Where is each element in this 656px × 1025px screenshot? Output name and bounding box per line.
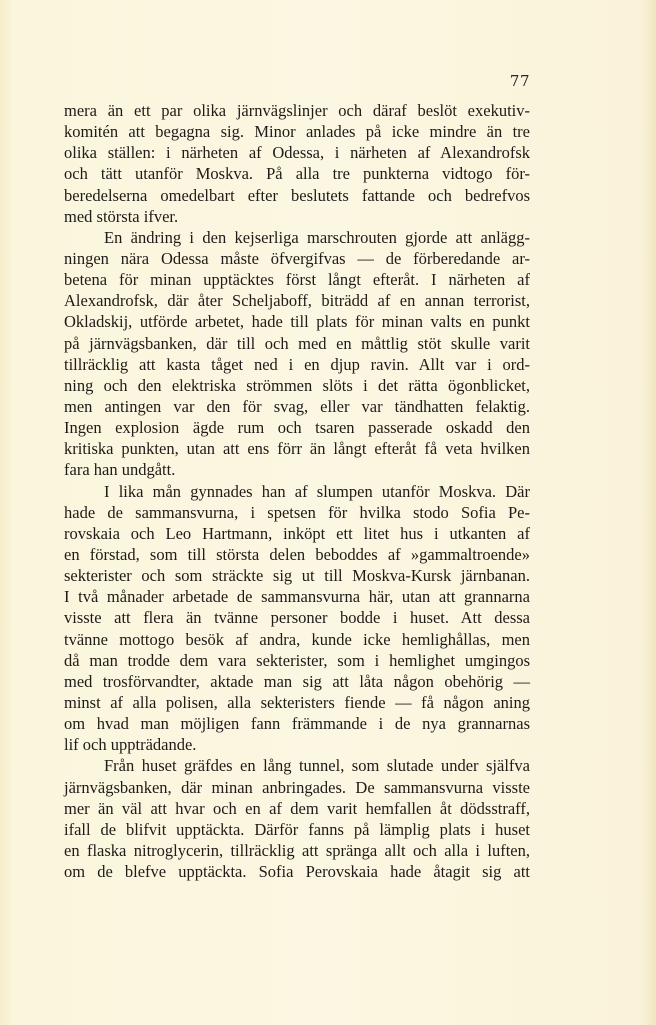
- text-line: Okladskij, utförde arbetet, hade till plats för minan valts en punkt: [64, 312, 530, 332]
- text-line: visste att flera än tvänne personer bodde i huset. Att dessa: [64, 608, 530, 628]
- text-line: med trosförvandter, aktade man sig att låta någon obehörig —: [64, 671, 530, 691]
- text-line: ningen nära Odessa måste öfvergifvas — de förberedande ar-: [64, 248, 530, 268]
- text-line: I lika mån gynnades han af slumpen utanför Moskva. Där: [104, 481, 530, 501]
- text-line: ifall de blifvit upptäckta. Därför fanns på lämplig plats i huset: [64, 819, 530, 839]
- text-line: en förstad, som till största delen beboddes af »gammaltroende»: [64, 544, 530, 564]
- page-number: 77: [509, 72, 530, 90]
- text-line: rovskaia och Leo Hartmann, inköpt ett litet hus i utkanten af: [64, 523, 530, 543]
- text-line: fara han undgått.: [64, 460, 176, 480]
- body-text: [64, 100, 530, 882]
- text-line: Ingen explosion ägde rum och tsaren passerade oskadd den: [64, 418, 530, 438]
- text-line: med största ifver.: [64, 206, 179, 226]
- text-line: tillräcklig att kasta tåget ned i en djup ravin. Allt var i ord-: [64, 354, 530, 374]
- text-line: olika ställen: i närheten af Odessa, i närheten af Alexandrofsk: [64, 143, 530, 163]
- text-line: järnvägsbanken, där minan anbringades. De sammansvurna visste: [64, 777, 530, 797]
- text-line: och tätt utanför Moskva. På alla tre punkterna vidtogo för-: [64, 164, 530, 184]
- text-line: Alexandrofsk, där åter Scheljaboff, biträdd af en annan terrorist,: [64, 291, 530, 311]
- text-line: mera än ett par olika järnvägslinjer och däraf beslöt exekutiv-: [64, 101, 530, 120]
- text-line: beredelserna omedelbart efter beslutets fattande och bedrefvos: [64, 185, 530, 205]
- text-line: betena för minan upptäcktes först långt efteråt. I närheten af: [64, 270, 530, 290]
- text-line: mer än väl att hvar och en af dem varit hemfallen åt dödsstraff,: [64, 798, 530, 818]
- text-line: men antingen var den för svag, eller var tändhatten felaktig.: [64, 396, 530, 416]
- text-line: kritiska punkten, utan att ens förr än långt efteråt få veta hvilken: [64, 439, 530, 459]
- text-line: på järnvägsbanken, där till och med en måttlig stöt skulle varit: [64, 333, 530, 353]
- text-line: En ändring i den kejserliga marschrouten gjorde att anlägg-: [104, 227, 530, 247]
- text-line: tvänne mottogo besök af andra, kunde icke hemlighållas, men: [64, 629, 530, 649]
- text-line: I två månader arbetade de sammansvurna här, utan att grannarna: [64, 587, 530, 607]
- text-line: lif och uppträdande.: [64, 735, 197, 755]
- text-line: en flaska nitroglycerin, tillräcklig att spränga allt och alla i luften,: [64, 840, 530, 860]
- text-line: komitén att begagna sig. Minor anlades på icke mindre än tre: [64, 122, 530, 142]
- text-line: om de blefve upptäckta. Sofia Perovskaia hade åtagit sig att: [64, 862, 530, 882]
- text-line: minst af alla polisen, alla sekteristers fiende — få någon aning: [64, 692, 530, 712]
- text-line: om hvad man möjligen fann främmande i de nya grannarnas: [64, 714, 530, 734]
- text-line: Från huset gräfdes en lång tunnel, som slutade under själfva: [104, 756, 530, 776]
- text-line: sekterister och som sträckte sig ut till Moskva-Kursk järnbanan.: [64, 566, 530, 586]
- text-line: ning och den elektriska strömmen slöts i det rätta ögonblicket,: [64, 375, 530, 395]
- text-line: hade de sammansvurna, i spetsen för hvilka stodo Sofia Pe-: [64, 502, 530, 522]
- text-line: då man trodde dem vara sekterister, som i hemlighet umgingos: [64, 650, 530, 670]
